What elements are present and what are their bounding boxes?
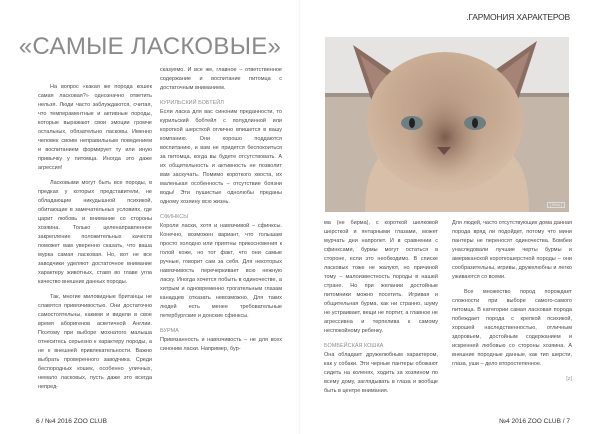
paragraph: Все множество пород порождает сложности при выборе самого-самого питомца. В категории самая ласковая порода побеждает порода с крепкой психикой, хорошей наследственностью, отличным здоровьем, достойным содержанием и искренней любовью со стороны хозяина. А внешние породные данные, как тип шерсти, глаза, уши – дело второстепенное. (452, 289, 572, 367)
paragraph: Ласковыми могут быть все породы, в предках у которых представители, не обладающие никудышной психикой, обитающие в замечательных условиях, где царит любовь и внимание со стороны хозяина. Только целенаправленное закрепление положительных качеств поможет вам уверенно сказать, что ваша мурка самая ласковая. Но, вот не все заводчики уделяют достаточное внимание характеру животных, ставя во главе угла качество внешних данных породы. (38, 180, 152, 285)
paragraph: Для людей, часто отсутствующих дома данная порода вряд ли подойдет, потому что мини пантеры не переносят одиночества. Бомбеи унаследовали лучшие черты бурмы и американской короткошерстной породы – они сообразительны, игривы, дружелюбны и легко уживаются со всеми. (452, 220, 572, 280)
right-column-1 (324, 219, 438, 402)
subheading-kurilian-bobtail: КУРИЛЬСКИЙ БОБТЕЙЛ (160, 100, 224, 106)
page-folio-right: №4 2016 ZOO CLUB / 7 (499, 418, 570, 425)
right-column-2 (452, 219, 572, 384)
paragraph: Короли ласки, хотя и навязчивой – сфинксы. Конечно, возможен вариант, что голышам просто холодно или приятны прикосновения к голой коже, но тот факт, что они самые ручные, говорит сам за себя. Для некоторых навязчивость перечеркивает всю нежную ласку. Иногда хочется побыть в одиночестве, а хитрым и одновременно трогательным глазам канадцев отказать невозможно. Для таких людей есть менее требовательные петербургские и донские сфинксы. (160, 223, 282, 319)
burmese-cat-image (325, 37, 569, 212)
paragraph: Привязанность и навязчивость – не для всех синоним ласки. Например, бур- (160, 337, 282, 352)
left-column-2 (160, 66, 282, 360)
subheading-bombay: БОМБЕЙСКАЯ КОШКА (324, 343, 384, 349)
right-page (300, 0, 600, 434)
subheading-burma: БУРМА (160, 328, 179, 334)
page-folio-left: 6 / №4 2016 ZOO CLUB (36, 418, 107, 425)
paragraph: Если ласка для вас синоним преданности, то курильский бобтейл с полудлинной или короткой шерсткой отлично впишется в вашу компанию. Они хорошо поддаются воспитанию, и вам не придется беспокоиться за питомца, когда вы будете отсутствовать. А их общительность и активность не позволит вам заскучать. Помимо короткого хвоста, их маленькая особенность – отсутствие боязни воды! Эти пушистые однолюбы преданы одному хозяину всю жизнь. (160, 109, 282, 205)
subheading-sphynx: СФИНКСЫ (160, 214, 189, 220)
paragraph: Так, многие миловидные британцы не славятся привязчивостью. Они достаточно самостоятельны, какими и видели в свое время аборигенов аскетичной Англии. Поэтому при выборе мохнатого малыша отнеситесь серьезно к характеру породы, а не к внешней привлекательности. Важно выбрать проверенного заводчика. Среди беспородных кошек, особенно уличных, немало ласковых, пусть даже это всегда непред- (38, 294, 152, 390)
section-title: .ГАРМОНИЯ ХАРАКТЕРОВ (466, 12, 570, 22)
end-mark: [z] (566, 376, 572, 382)
paragraph: ма (не бирма), с короткой шелковой шерсткой и янтарными глазами, может мурчать дни напролет. И в сравнении с сфинксами, бурмы могут остаться в стороне, если это необходимо. В списке ласковых тоже не жалуют, но причиной тому – малоизвестность породы в нашей стране. Но при желании достойные питомники можно посетить. Игривая и общительная бурма, как ни странно, шуму не устраивает, вещи не портит, а главное не агрессивна и терпелива к самому неспокойному ребенку. (324, 220, 438, 334)
cat-photo (325, 37, 569, 212)
paragraph: На вопрос «какая же порода кошек самая ласковая?» однозначно ответить нельзя. Люди часто заблуждаются, считая, что темпераментные и активные породы, которые выражают свои эмоции громче остальных, обязательно ласковы. Именно человек своим неправильным поведением и воспитанием формирует ту или иную привычку у питомца. Иногда это даже агрессия! (38, 84, 152, 171)
paragraph: Она обладает дружелюбным характером, как у собаки. Эти черные пантеры обожают сидеть на коленях, ходить за хозяином по всему дому, заглядывать в глаза и вообще быть в центре внимания. (324, 352, 438, 394)
left-column-1 (38, 83, 152, 398)
paragraph: сказуемо. И все же, главное – ответственное содержание и воспитание питомца с достаточным вниманием. (160, 67, 282, 91)
article-title: «САМЫЕ ЛАСКОВЫЕ» (18, 33, 282, 60)
photo-credit: [ Фото ] (547, 202, 565, 208)
